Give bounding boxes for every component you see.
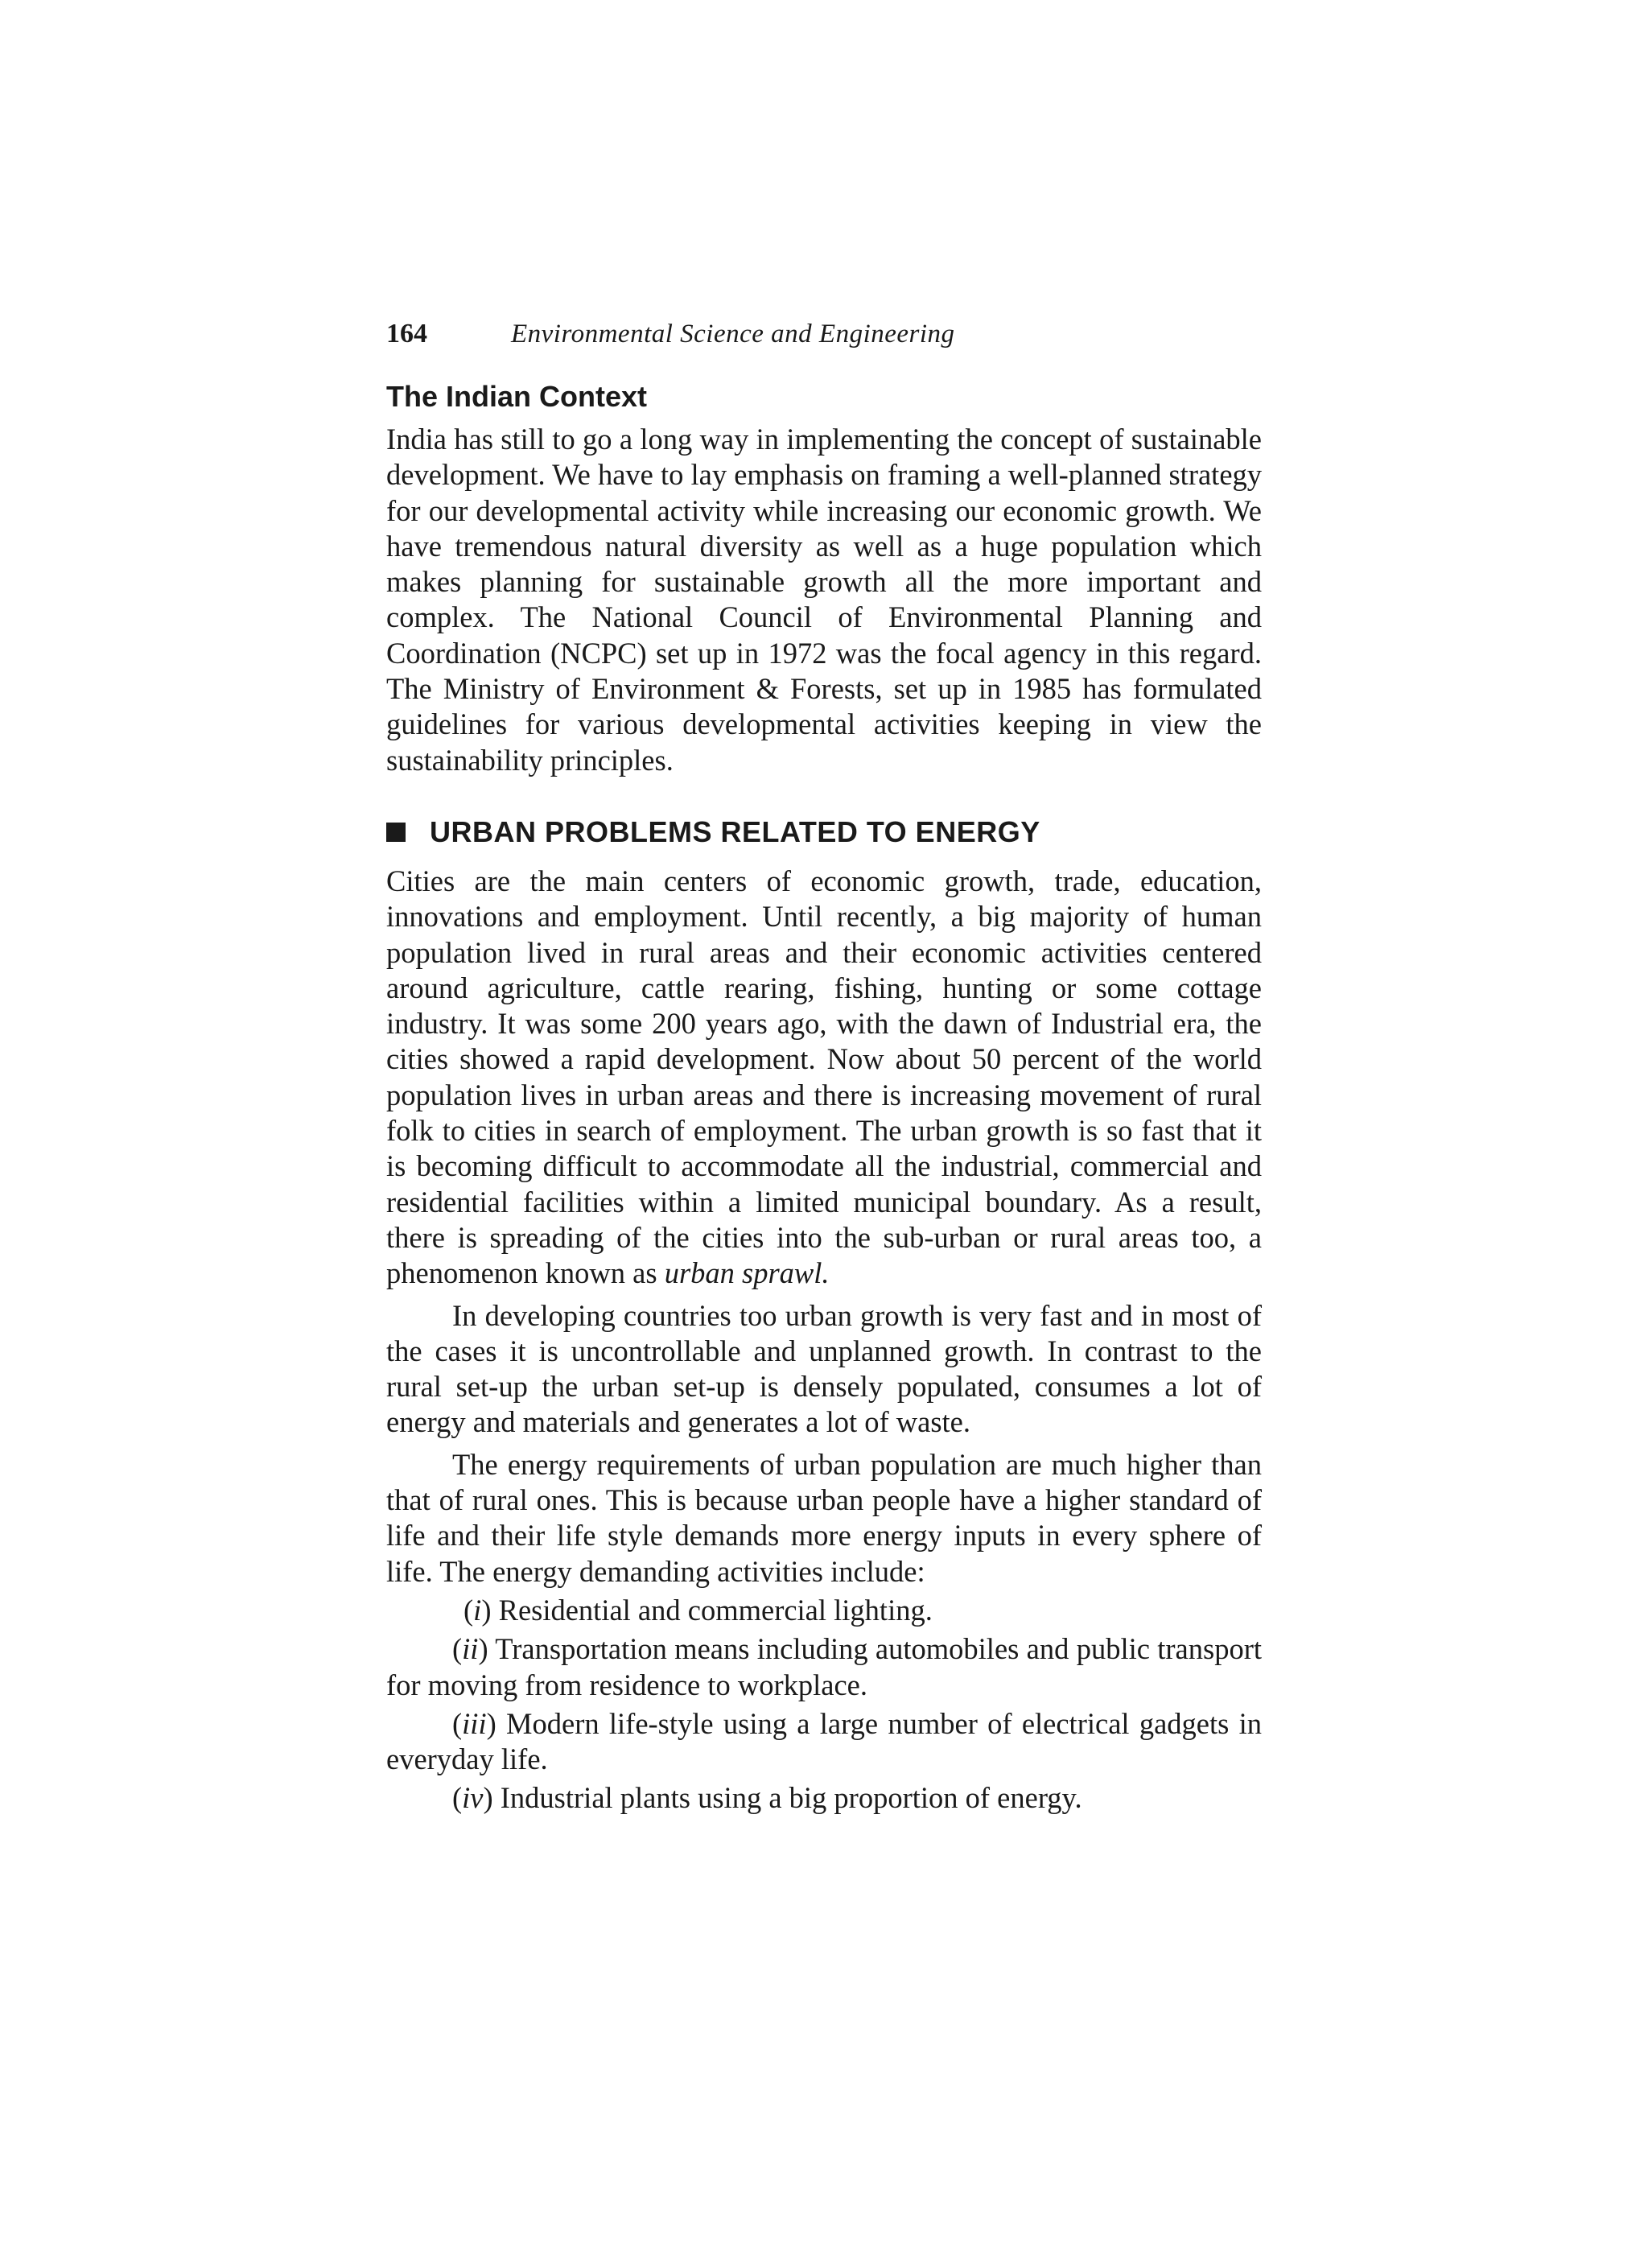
indian-context-paragraph: India has still to go a long way in implementing the concept of sustainable development. We have to lay emphasis on framing a well-planned strategy for our developmental activity while increasing our economic growth. We have tremendous natural diversity as well as a huge population which makes planning for sustainable growth all the more important and complex. The National Council of Environmental Planning and Coordination (NCPC) set up in 1972 was the focal agency in this regard. The Ministry of Environment & Forests, set up in 1985 has formulated guidelines for various developmental activities keeping in view the sustainability principles. xyxy=(386,423,1263,777)
list-item-text: Modern life-style using a large number of electrical gadgets in everyday life. xyxy=(386,1706,1262,1776)
list-item: (ii) Transportation means including automobiles and public transport for moving from residence to workplace. xyxy=(386,1632,1262,1701)
list-item: (iv) Industrial plants using a big proportion of energy. xyxy=(452,1781,1082,1815)
list-item-text: Industrial plants using a big proportion of energy. xyxy=(500,1781,1082,1815)
urban-paragraph-2: In developing countries too urban growth is very fast and in most of the cases it is uncontrollable and unplanned growth. In contrast to the rural set-up the urban set-up is densely populated, consumes a lot of energy and materials and generates a lot of waste. xyxy=(386,1298,1262,1439)
section-heading-text: URBAN PROBLEMS RELATED TO ENERGY xyxy=(430,814,1040,848)
list-item: (i) Residential and commercial lighting. xyxy=(464,1593,933,1627)
urban-paragraph-1-text: Cities are the main centers of economic growth, trade, education, innovations and employment. Until recently, a big majority of human population lived in rural areas and their economic activities centered around agriculture, cattle rearing, fishing, hunting or some cottage industry. It was some 200 years ago, with the dawn of Industrial era, the cities showed a rapid development. Now about 50 percent of the world population lives in urban areas and there is increasing movement of rural folk to cities in search of employment. The urban growth is so fast that it is becoming difficult to accommodate all the industrial, commercial and residential facilities within a limited municipal boundary. As a result, there is spreading of the cities into the sub-urban or rural areas too, a phenomenon known as xyxy=(386,864,1262,1290)
urban-paragraph-1 xyxy=(386,864,1262,1292)
list-numeral: iii xyxy=(462,1706,487,1740)
list-item: (iii) Modern life-style using a large number of electrical gadgets in everyday life. xyxy=(386,1706,1262,1776)
book-page xyxy=(386,319,1262,1816)
list-item-text: Transportation means including automobiles and public transport for moving from residence to workplace. xyxy=(386,1632,1262,1701)
page-number: 164 xyxy=(386,319,427,348)
list-numeral: i xyxy=(473,1593,482,1627)
list-numeral: iv xyxy=(462,1781,484,1815)
section-heading xyxy=(386,815,1262,849)
list-numeral: ii xyxy=(462,1632,479,1666)
indian-context-heading: The Indian Context xyxy=(386,380,647,413)
urban-paragraph-3: The energy requirements of urban population are much higher than that of rural ones. This is because urban people have a higher standard of life and their life style demands more energy inputs in every sphere of life. The energy demanding activities include: xyxy=(386,1447,1262,1588)
book-title: Environmental Science and Engineering xyxy=(511,320,955,348)
list-item-text: Residential and commercial lighting. xyxy=(498,1593,933,1627)
urban-sprawl-term: urban sprawl. xyxy=(664,1256,830,1290)
running-header xyxy=(386,319,1262,361)
square-bullet-icon xyxy=(386,823,406,842)
